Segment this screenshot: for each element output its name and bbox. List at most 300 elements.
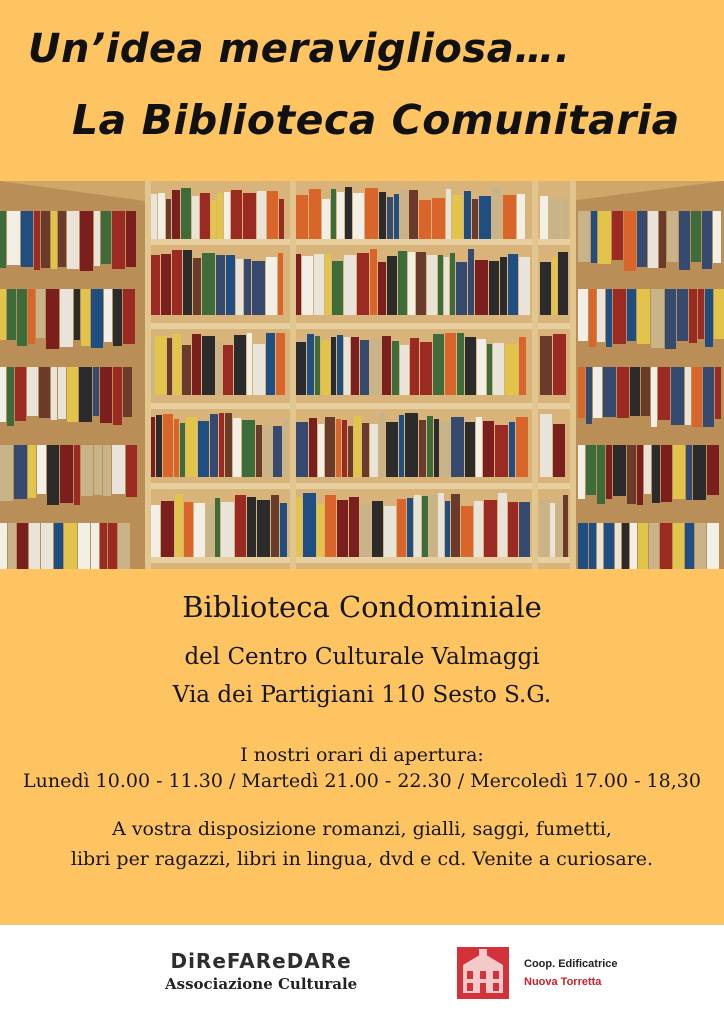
book (161, 501, 174, 559)
book (671, 367, 684, 425)
book (613, 445, 626, 496)
book (638, 523, 648, 569)
book (382, 336, 391, 395)
book (641, 367, 650, 416)
book (217, 193, 223, 239)
book (27, 367, 38, 416)
book (472, 199, 478, 239)
book (516, 417, 528, 477)
book (351, 337, 359, 395)
book (432, 198, 445, 239)
shelf-divider (145, 181, 151, 569)
book (256, 425, 262, 477)
book (597, 289, 605, 342)
book (540, 336, 552, 395)
book (54, 523, 63, 569)
book (303, 493, 316, 559)
book (677, 289, 688, 341)
book (307, 334, 314, 395)
book (91, 523, 99, 569)
book (419, 420, 426, 477)
book (302, 256, 313, 315)
book (51, 367, 57, 420)
book (67, 367, 78, 422)
book (51, 211, 57, 269)
book (370, 249, 377, 315)
shelf-board (145, 239, 570, 245)
book (175, 494, 183, 559)
book (91, 289, 103, 348)
description-line-1: A vostra disposizione romanzi, gialli, saggi, fumetti, (112, 818, 612, 840)
book (630, 367, 640, 416)
book (80, 211, 93, 271)
book (266, 333, 275, 395)
book (550, 503, 555, 559)
book (593, 367, 602, 418)
book (591, 211, 597, 263)
book (707, 523, 719, 569)
book (519, 337, 526, 395)
book (345, 187, 352, 239)
book (519, 257, 530, 315)
book (60, 289, 73, 347)
book (553, 334, 566, 395)
book (419, 200, 431, 239)
book (161, 254, 171, 315)
book (354, 416, 361, 477)
book (387, 256, 397, 315)
book (476, 417, 482, 477)
book (444, 257, 449, 315)
book (372, 501, 383, 559)
book (193, 258, 201, 315)
book (552, 257, 557, 315)
book (194, 503, 205, 559)
book (15, 367, 26, 421)
book (483, 421, 494, 477)
book (0, 523, 7, 569)
book (215, 498, 220, 559)
book (392, 341, 399, 395)
book (231, 190, 242, 239)
book (7, 211, 20, 265)
book (200, 193, 210, 239)
book (181, 188, 191, 239)
book (126, 211, 136, 267)
book (438, 493, 444, 559)
book (58, 367, 66, 419)
book (28, 289, 35, 344)
book (691, 211, 701, 262)
book (325, 495, 336, 559)
book (173, 334, 181, 395)
book (644, 445, 651, 494)
book (118, 523, 130, 569)
book (158, 193, 165, 239)
book (331, 337, 336, 395)
book (604, 523, 614, 569)
book (540, 262, 551, 315)
book (315, 336, 320, 395)
book (67, 211, 79, 269)
book (715, 367, 721, 419)
book (622, 523, 629, 569)
book (126, 445, 137, 497)
book (658, 367, 670, 420)
book (461, 506, 473, 559)
book (613, 289, 626, 344)
book (673, 523, 684, 569)
book (445, 333, 456, 395)
book (94, 445, 102, 495)
association-label: Associazione Culturale (165, 975, 358, 993)
book (714, 289, 724, 339)
book (578, 445, 585, 499)
book (386, 422, 398, 477)
book (561, 199, 568, 239)
book (8, 523, 16, 569)
book (7, 367, 14, 426)
book (283, 419, 288, 477)
book (113, 289, 122, 346)
book (578, 289, 588, 341)
book (247, 497, 256, 559)
book (172, 190, 180, 239)
book (295, 342, 306, 395)
book (630, 523, 637, 569)
book (309, 189, 321, 239)
book (74, 445, 80, 505)
book (606, 289, 612, 347)
book (627, 289, 636, 341)
book (689, 289, 697, 343)
book (438, 255, 443, 315)
bookshelves-illustration (0, 181, 724, 569)
description-line-2: libri per ragazzi, libri in lingua, dvd e cd. Venite a curiosare. (70, 848, 654, 870)
book (427, 416, 433, 477)
book (450, 253, 455, 315)
coop-logo-text (524, 955, 618, 991)
book (558, 252, 568, 315)
book (78, 523, 90, 569)
book (484, 500, 497, 559)
book (278, 253, 283, 315)
book (21, 211, 33, 267)
book (540, 414, 552, 477)
book (243, 193, 256, 239)
book (679, 211, 690, 270)
opening-hours-title: I nostri orari di apertura: (240, 744, 484, 766)
book (586, 445, 596, 495)
book (578, 523, 588, 569)
book (637, 445, 643, 505)
book (224, 192, 230, 239)
book (0, 445, 13, 501)
book (384, 506, 396, 559)
book (167, 338, 172, 395)
book (257, 191, 266, 239)
book (456, 262, 467, 315)
book (276, 333, 285, 395)
book (58, 211, 66, 267)
book (474, 501, 483, 559)
book (606, 445, 612, 499)
book (407, 498, 413, 559)
book (37, 445, 46, 494)
book (123, 289, 135, 344)
book (648, 211, 658, 268)
book (279, 199, 284, 239)
book (216, 255, 225, 315)
book (667, 211, 678, 262)
book (273, 426, 282, 477)
direfaredare-logo (165, 949, 357, 993)
book (695, 523, 706, 569)
book (64, 523, 77, 569)
book (344, 255, 356, 315)
library-shelves-photo (0, 181, 724, 569)
book (586, 367, 592, 424)
book (434, 419, 439, 477)
book (280, 503, 287, 559)
book (399, 415, 404, 477)
book (202, 336, 215, 395)
book (378, 262, 386, 315)
book (553, 424, 565, 477)
book (660, 523, 672, 569)
book (244, 259, 251, 315)
book (123, 367, 132, 417)
book (659, 211, 666, 268)
book (60, 445, 73, 503)
book (487, 344, 492, 395)
book (295, 497, 302, 559)
headline-line-1: Un’idea meravigliosa…. (28, 26, 571, 72)
book (589, 523, 596, 569)
book (202, 253, 215, 315)
book (397, 499, 406, 559)
book (379, 413, 385, 477)
book (451, 417, 464, 477)
book (183, 250, 192, 315)
book (549, 199, 560, 239)
book (172, 250, 182, 315)
book (0, 367, 6, 422)
book (477, 339, 486, 395)
book (101, 211, 111, 264)
book (627, 445, 636, 504)
book (451, 494, 460, 559)
book (0, 289, 6, 340)
book (79, 367, 92, 422)
book (405, 413, 418, 477)
book (400, 190, 408, 239)
shelf-divider (532, 181, 538, 569)
book (41, 211, 50, 268)
book (370, 338, 381, 395)
book (349, 497, 359, 559)
book (414, 495, 421, 559)
direfaredare-brand: DiReFAReDARe (170, 949, 352, 973)
book (81, 289, 90, 346)
book (661, 445, 672, 502)
book (637, 289, 650, 344)
book (113, 367, 122, 425)
book (703, 367, 714, 427)
book (242, 420, 255, 477)
book (651, 289, 664, 348)
book (370, 424, 378, 477)
book (36, 289, 45, 338)
shelf-divider (290, 181, 296, 569)
book (464, 191, 471, 239)
book (578, 211, 590, 262)
book (266, 257, 277, 315)
book (226, 255, 235, 315)
shelf-board (145, 557, 570, 563)
library-address: Via dei Partigiani 110 Sesto S.G. (172, 682, 552, 708)
book (253, 344, 265, 395)
book (500, 257, 507, 315)
book (693, 445, 706, 500)
book (336, 419, 341, 477)
book (615, 523, 621, 569)
book (612, 211, 623, 260)
book (440, 422, 450, 477)
book (198, 421, 209, 477)
book (649, 523, 659, 569)
book (692, 367, 702, 427)
book (400, 345, 409, 395)
book (617, 367, 629, 418)
book (100, 523, 107, 569)
book (353, 193, 364, 239)
book (540, 500, 549, 559)
book (475, 260, 488, 315)
book (223, 345, 233, 395)
book (112, 211, 125, 269)
book (556, 504, 562, 559)
book (267, 191, 278, 239)
book (603, 367, 616, 417)
book (408, 252, 415, 315)
opening-hours-schedule: Lunedì 10.00 - 11.30 / Martedì 21.00 - 22.30 / Mercoledì 17.00 - 18,30 (23, 770, 701, 792)
book (192, 196, 199, 239)
book (314, 254, 324, 315)
book (624, 211, 636, 271)
book (394, 194, 399, 239)
book (34, 211, 40, 270)
book (46, 289, 59, 349)
book (702, 211, 712, 269)
coop-name-line-1: Coop. Edificatrice (524, 958, 618, 970)
book (410, 338, 419, 395)
book (29, 523, 40, 569)
book (422, 496, 428, 559)
book (348, 426, 353, 477)
book (163, 414, 173, 477)
book (517, 194, 525, 239)
shelf-board (145, 403, 570, 409)
book (257, 500, 270, 559)
book (429, 494, 437, 559)
book (652, 445, 660, 503)
book (219, 413, 224, 477)
book (508, 502, 518, 559)
book (325, 254, 331, 315)
book (563, 495, 568, 559)
book (317, 504, 324, 559)
shelf-board (145, 483, 570, 489)
book (252, 261, 265, 315)
coop-building-icon (457, 947, 509, 999)
book (416, 252, 426, 315)
book (0, 211, 6, 268)
footer-logos (0, 925, 724, 1024)
book (295, 422, 308, 477)
book (685, 367, 691, 425)
book (14, 445, 27, 499)
book (182, 345, 191, 395)
book (597, 445, 605, 504)
book (206, 505, 214, 559)
library-subtitle: del Centro Culturale Valmaggi (184, 644, 540, 670)
book (498, 493, 507, 559)
book (216, 342, 222, 395)
book (698, 289, 704, 339)
book (331, 189, 336, 239)
book (427, 255, 437, 315)
book (519, 502, 530, 559)
book (665, 289, 676, 349)
book (446, 189, 451, 239)
book (337, 335, 343, 395)
book (108, 523, 117, 569)
book (509, 422, 515, 477)
book (155, 336, 166, 395)
book (360, 504, 371, 559)
book (489, 261, 499, 315)
book (420, 342, 432, 395)
book (387, 197, 393, 239)
book (651, 367, 657, 427)
book (337, 500, 348, 559)
book (233, 418, 241, 477)
book (332, 261, 343, 315)
book (362, 423, 369, 477)
book (685, 523, 694, 569)
book (673, 445, 685, 499)
book (398, 251, 407, 315)
book (263, 425, 272, 477)
book (578, 367, 585, 418)
book (247, 333, 252, 395)
book (7, 289, 16, 340)
book (705, 289, 713, 347)
book (493, 343, 504, 395)
book (210, 414, 218, 477)
coop-name-line-2: Nuova Torretta (524, 976, 602, 988)
book (713, 211, 721, 263)
book (707, 445, 719, 495)
book (192, 334, 201, 395)
book (39, 367, 50, 418)
book (47, 445, 59, 505)
library-title: Biblioteca Condominiale (182, 590, 542, 624)
book (295, 195, 308, 239)
book (174, 419, 179, 477)
book (365, 188, 378, 239)
